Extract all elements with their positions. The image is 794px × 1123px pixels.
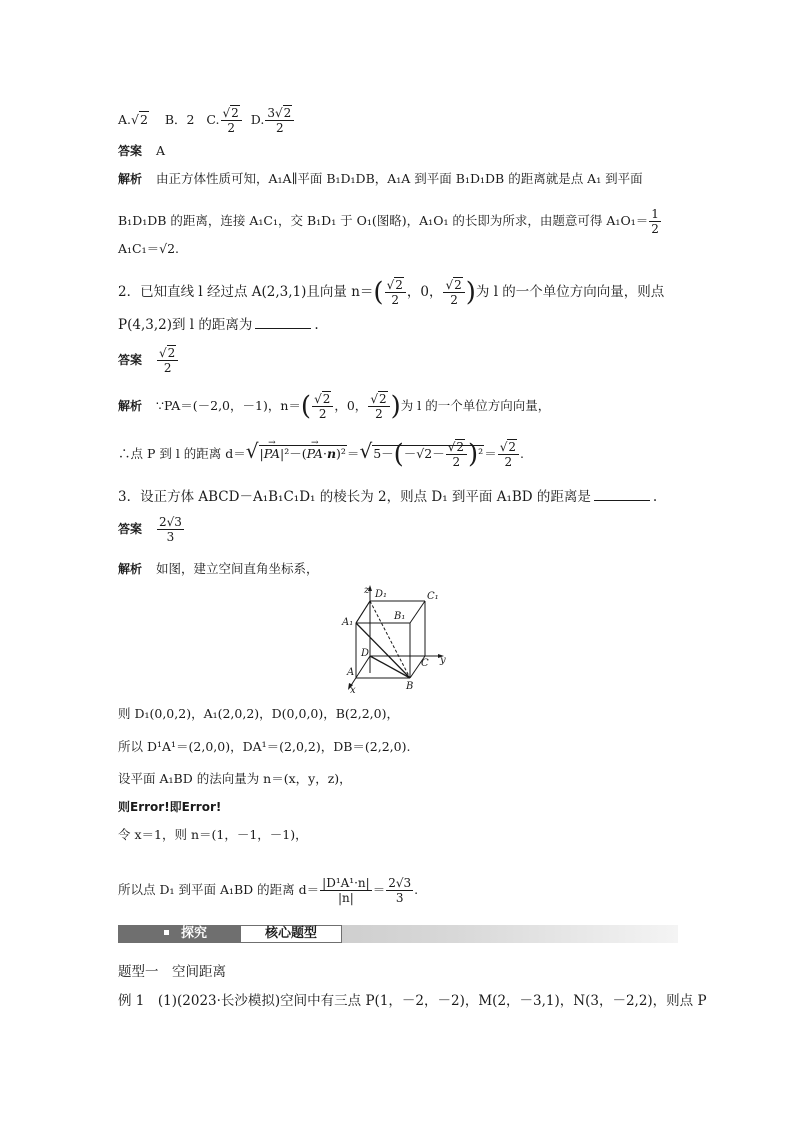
label-c1: C₁ — [427, 591, 439, 602]
label-z: z — [364, 585, 370, 596]
label-a: A — [347, 667, 355, 678]
label-c: C — [421, 658, 429, 669]
section-banner — [118, 925, 678, 943]
label-b1: B₁ — [394, 611, 406, 622]
label-b: B — [406, 681, 414, 692]
q1-answer: 答案 A — [118, 143, 166, 158]
label-a1: A₁ — [342, 617, 354, 628]
q3-analysis-intro: 解析 如图，建立空间直角坐标系， — [118, 561, 319, 576]
label-x: x — [350, 685, 356, 695]
banner-left: 探究 — [118, 925, 240, 943]
q3-vectors: 所以 D¹A¹＝(2,0,0)，DA¹＝(2,0,2)，DB＝(2,2,0). — [118, 739, 411, 754]
label-y: y — [440, 655, 446, 666]
q1-analysis-3: A₁C₁＝√2. — [118, 241, 180, 256]
q2-analysis-1: 解析 ∵PA＝(－2,0，－1)，n＝( √ $\frac{2}{2}$ ，0， √ $\frac{2}{2}$ )为 l 的一个单位方向向量， — [118, 392, 550, 421]
q3-coords: 则 D₁(0,0,2)，A₁(2,0,2)，D(0,0,0)，B(2,2,0)， — [118, 706, 399, 721]
q3-answer: 答案 $\frac{2√3}{3}$ — [118, 515, 182, 544]
example-1: 例 1 (1)(2023·长沙模拟)空间中有三点 P(1，－2，－2)，M(2，－3,1)，N(3，－2,2)，则点 P — [118, 993, 707, 1009]
q1-analysis-2: B₁D₁DB 的距离，连接 A₁C₁，交 B₁D₁ 于 O₁(图略)，A₁O₁ 的长即为所求，由题意可得 A₁O₁＝ $\frac{1}{2}$ — [118, 207, 659, 236]
q3-stem: 3．设正方体 ABCD－A₁B₁C₁D₁ 的棱长为 2，则点 D₁ 到平面 A₁BD 的距离是 . — [118, 489, 658, 505]
answer-blank — [255, 316, 311, 329]
q2-stem-2: P(4,3,2)到 l 的距离为 . — [118, 317, 319, 333]
q2-analysis-2: ∴点 P 到 l 的距离 d＝√ |→ PA|²－(→ PA·n)²＝√ 5－(－√2－ √ $\frac{2}{2}$ )²＝ √ $\frac{2}{2}$ . — [118, 440, 524, 469]
label-d1: D₁ — [375, 589, 388, 600]
q2-answer: 答案 √ $\frac{2}{2}$ — [118, 346, 179, 375]
square-bullet-icon — [164, 930, 169, 935]
q3-distance: 所以点 D₁ 到平面 A₁BD 的距离 d＝ $\frac{\text{|D¹A¹·n|}}{|n|}$ ＝ $\frac{2√3}{3}$ . — [118, 876, 419, 905]
q2-stem-1: 2．已知直线 l 经过点 A(2,3,1)且向量 n＝( √ $\frac{2}{2}$ ，0， √ $\frac{2}{2}$ )为 l 的一个单位方向向量，则点 — [118, 278, 664, 307]
section-title: 题型一 空间距离 — [118, 964, 226, 980]
q1-options: A.√ 2 B．2 C. √ $\frac{2}{2}$ D. $\frac{3√ 2}{2}$ — [118, 106, 295, 135]
q3-let-x: 令 x＝1，则 n＝(1，－1，－1)， — [118, 827, 308, 842]
label-d: D — [361, 648, 370, 659]
answer-blank — [594, 488, 650, 501]
q1-analysis-1: 解析 由正方体性质可知，A₁A∥平面 B₁D₁DB，A₁A 到平面 B₁D₁DB 的距离就是点 A₁ 到平面 — [118, 171, 643, 186]
q3-error-line: 则Error!即Error! — [118, 800, 222, 814]
q3-normal: 设平面 A₁BD 的法向量为 n＝(x，y，z)， — [118, 771, 352, 786]
banner-right: 核心题型 — [240, 925, 342, 943]
cube-coordinate-figure — [340, 583, 456, 695]
